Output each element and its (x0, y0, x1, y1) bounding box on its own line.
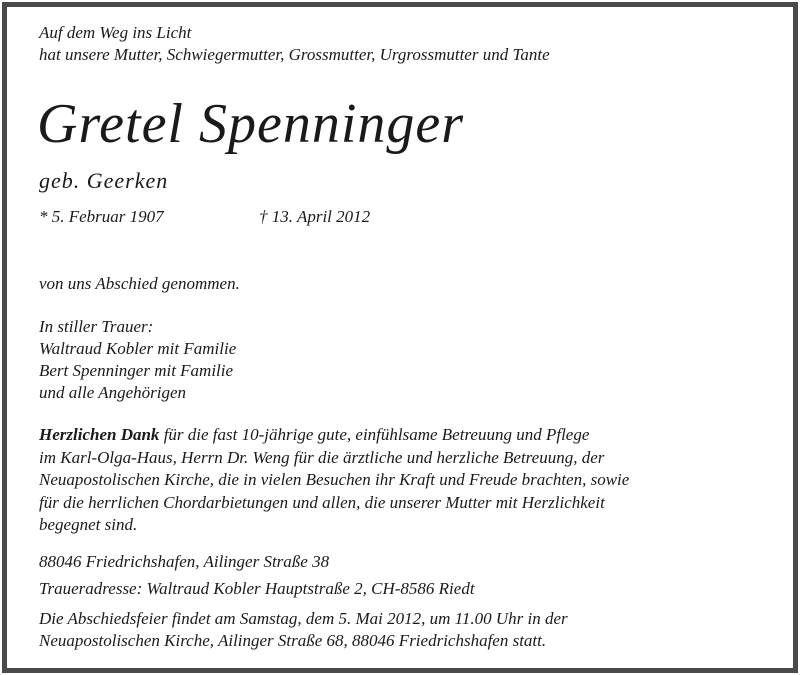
mourners-block (39, 316, 236, 404)
death-date: † 13. April 2012 (259, 207, 371, 226)
thanks-line: Neuapostolischen Kirche, die in vielen Besuchen ihr Kraft und Freude brachten, sowie (39, 470, 630, 489)
deceased-name: Gretel Spenninger (37, 93, 465, 155)
obituary-notice (2, 2, 798, 673)
mourning-heading: In stiller Trauer: (39, 317, 154, 336)
home-address: 88046 Friedrichshafen, Ailinger Straße 38 (39, 552, 330, 571)
mourning-address: Traueradresse: Waltraud Kobler Hauptstraße 2, CH-8586 Riedt (39, 579, 475, 598)
ceremony-block (39, 608, 568, 652)
ceremony-line: Neuapostolischen Kirche, Ailinger Straße 68, 88046 Friedrichshafen statt. (39, 631, 547, 650)
mourner-line: Waltraud Kobler mit Familie (39, 339, 237, 358)
ceremony-line: Die Abschiedsfeier findet am Samstag, dem 5. Mai 2012, um 11.00 Uhr in der (39, 609, 568, 628)
life-dates (39, 206, 371, 228)
birth-date: * 5. Februar 1907 (39, 207, 164, 226)
mourner-line: und alle Angehörigen (39, 383, 186, 402)
maiden-name: geb. Geerken (39, 168, 169, 193)
intro-line-1: Auf dem Weg ins Licht (39, 23, 192, 42)
thanks-heading: Herzlichen Dank (39, 425, 160, 444)
thanks-block (39, 424, 629, 537)
farewell-line: von uns Abschied genommen. (39, 274, 240, 293)
thanks-line: im Karl-Olga-Haus, Herrn Dr. Weng für die ärztliche und herzliche Betreuung, der (39, 447, 605, 467)
intro-line-2: hat unsere Mutter, Schwiegermutter, Grossmutter, Urgrossmutter und Tante (39, 45, 550, 64)
mourner-line: Bert Spenninger mit Familie (39, 361, 234, 380)
thanks-line-1-text: für die fast 10-jährige gute, einfühlsame Betreuung und Pflege (159, 425, 590, 444)
thanks-line: für die herrlichen Chordarbietungen und allen, die unserer Mutter mit Herzlichkeit (39, 492, 605, 512)
thanks-line (39, 424, 629, 447)
thanks-line: begegnet sind. (39, 515, 138, 534)
